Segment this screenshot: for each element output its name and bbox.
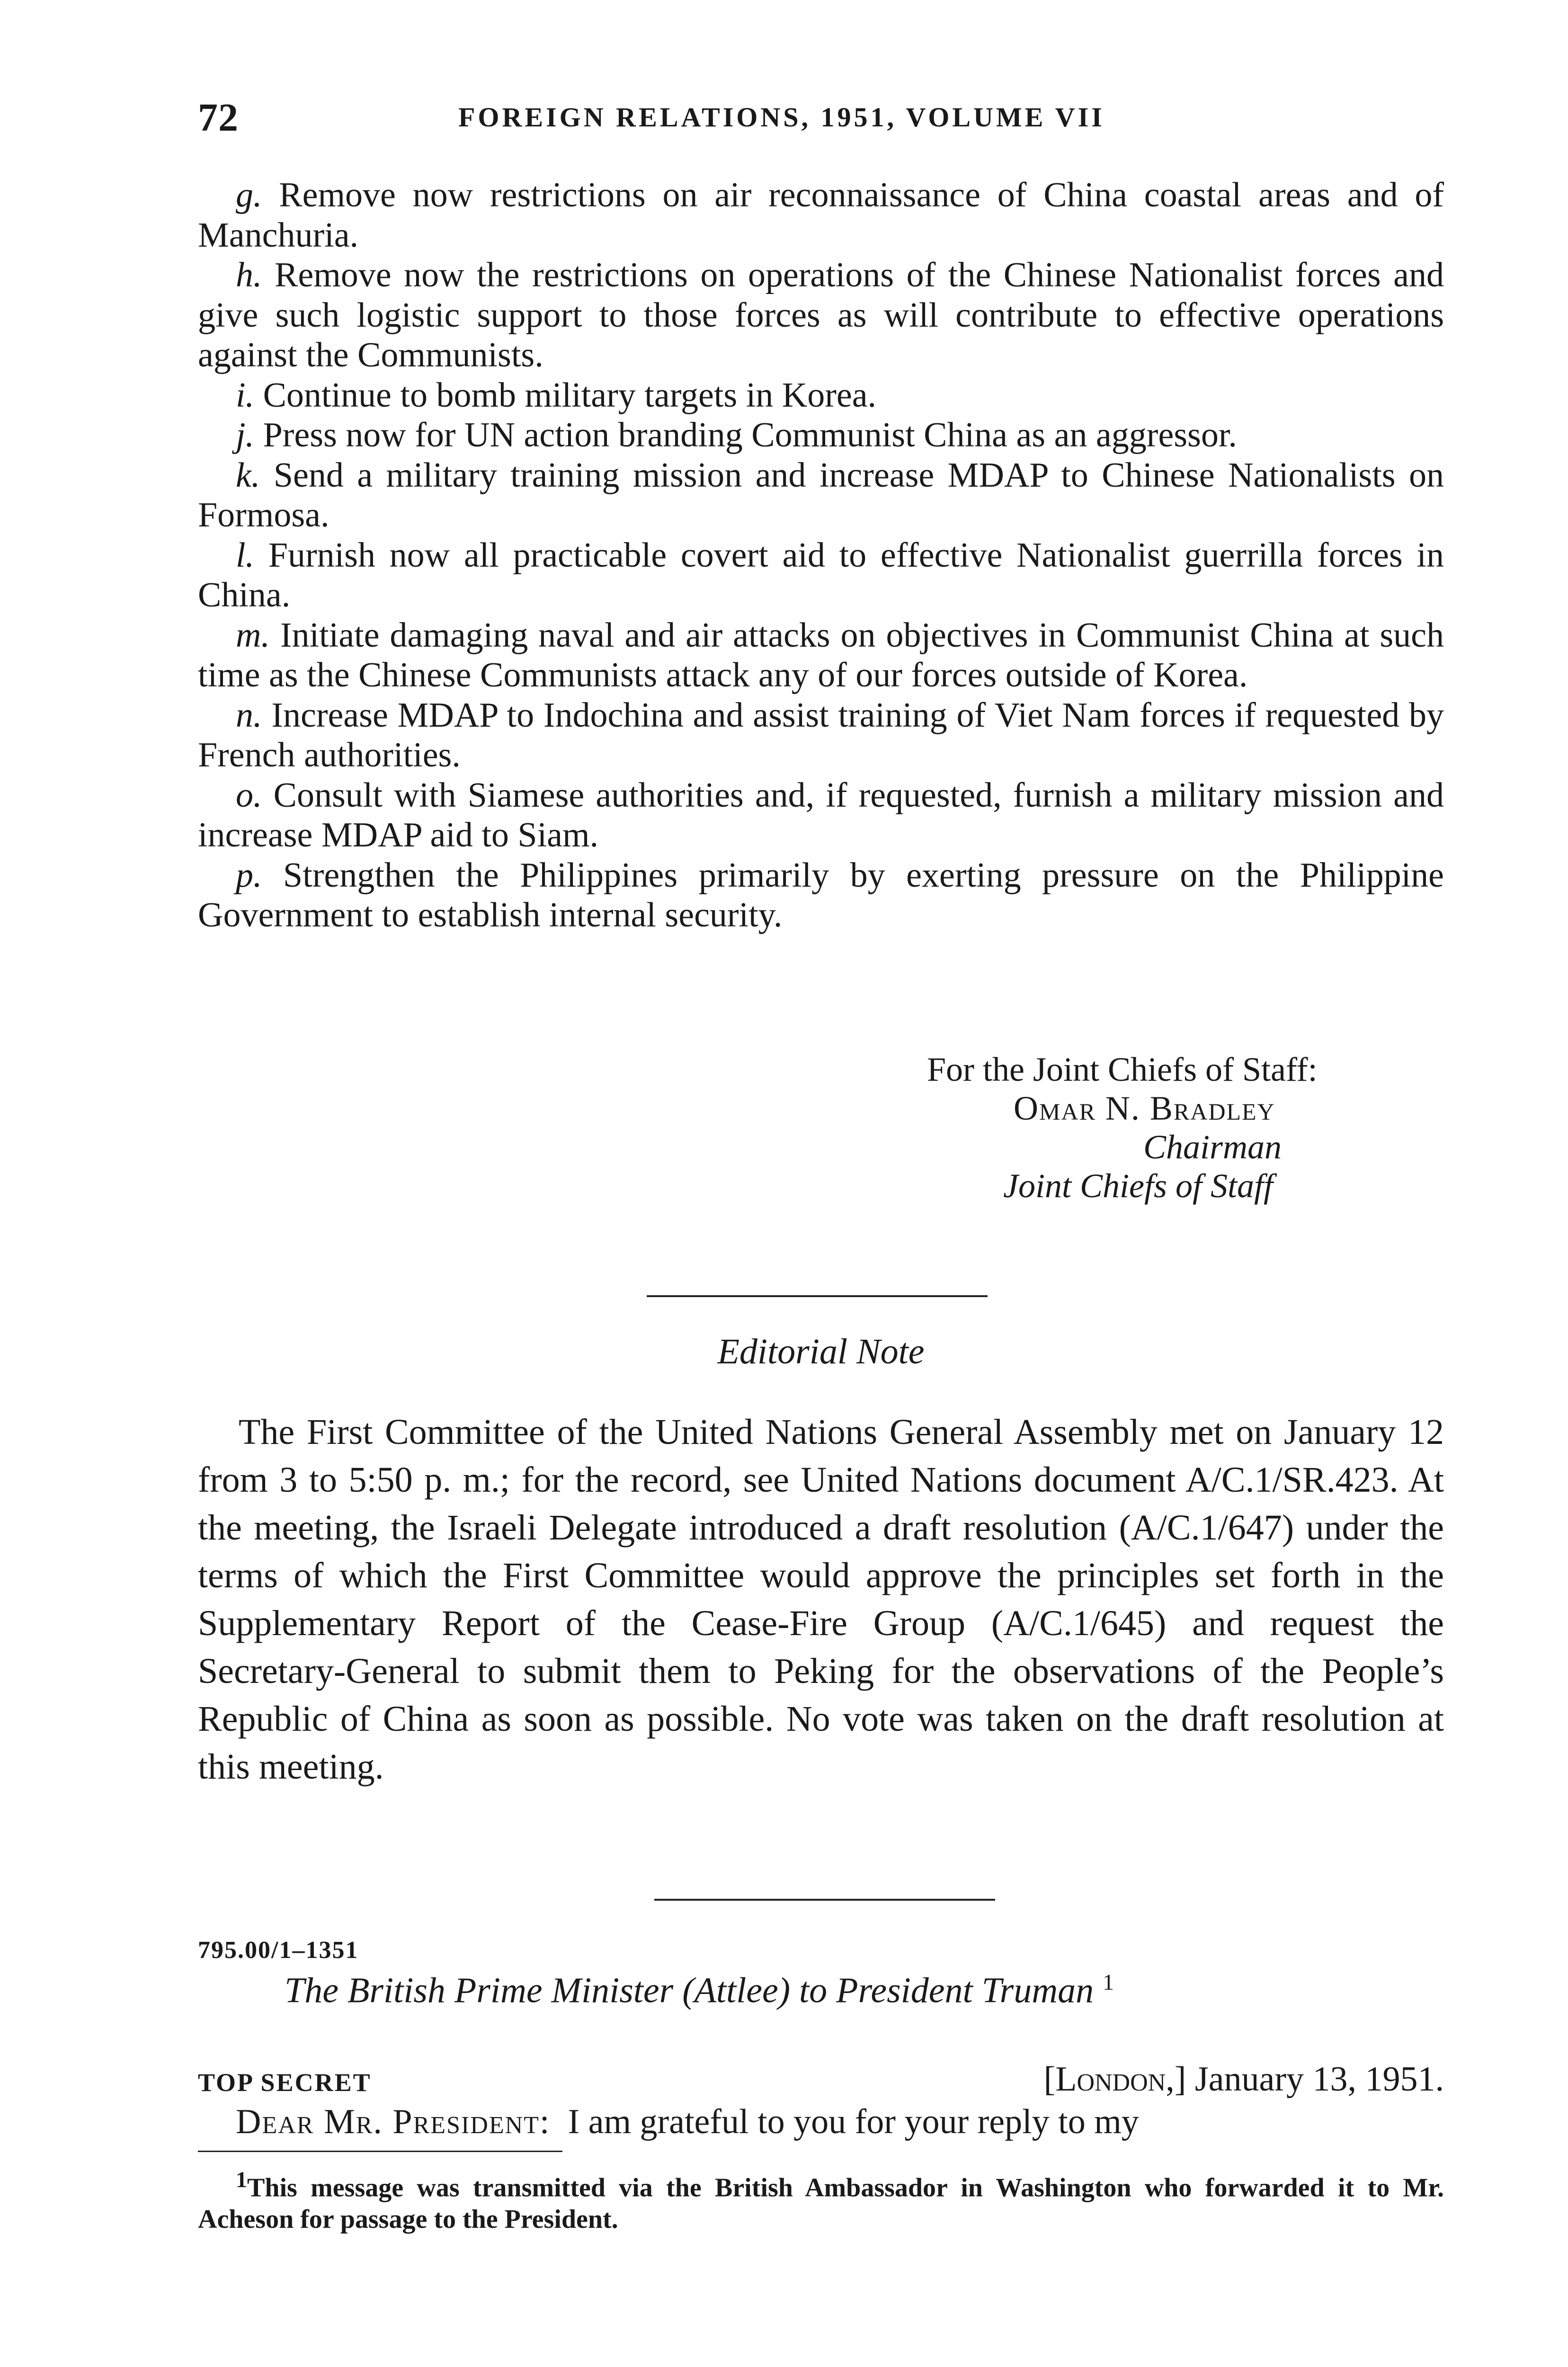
list-item: n. Increase MDAP to Indochina and assist training of Viet Nam forces if requested by French authorities. xyxy=(198,695,1444,774)
footnote-text: This message was transmitted via the British Ambassador in Washington who forwarded it to Mr. Acheson for passage to the President. xyxy=(198,2173,1444,2234)
list-item: i. Continue to bomb military targets in Korea. xyxy=(236,375,877,415)
page-header xyxy=(198,95,1444,147)
footnote-reference: 1 xyxy=(1103,1970,1114,1995)
list-item: l. Furnish now all practicable covert aid to effective Nationalist guerrilla forces in China. xyxy=(198,535,1444,614)
document-page xyxy=(198,0,1444,2367)
recommendation-list xyxy=(198,175,1444,935)
dateline-place: [London,] xyxy=(1043,2060,1186,2099)
document-title: The British Prime Minister (Attlee) to President Truman $^1$ xyxy=(285,1970,1114,2011)
list-item: p. Strengthen the Philippines primarily by exerting pressure on the Philippine Government to establish internal security. xyxy=(198,855,1444,934)
page-number: 72 xyxy=(198,96,239,140)
editorial-note-title: Editorial Note xyxy=(717,1332,925,1371)
signatory-name: Omar N. Bradley xyxy=(1014,1089,1275,1127)
list-item: o. Consult with Siamese authorities and, if requested, furnish a military mission and increase MDAP aid to Siam. xyxy=(198,775,1444,854)
letter-text: I am grateful to you for your reply to my xyxy=(568,2102,1139,2141)
file-number: 795.00/1–1351 xyxy=(198,1937,359,1964)
classification-label: TOP SECRET xyxy=(198,2068,372,2097)
list-item: g. Remove now restrictions on air reconnaissance of China coastal areas and of Manchuria. xyxy=(198,176,1444,255)
salutation: Dear Mr. President: xyxy=(236,2102,551,2141)
editorial-note-body xyxy=(198,1408,1444,1791)
letter-opening xyxy=(236,2102,1444,2142)
footnote-divider xyxy=(198,2151,562,2152)
dateline xyxy=(1044,2059,1444,2100)
footnote-mark: 1 xyxy=(236,2167,247,2192)
footnote xyxy=(198,2164,1444,2235)
signature-block xyxy=(927,1050,1444,1205)
list-item: m. Initiate damaging naval and air attacks on objectives in Communist China at such time as the Chinese Communists attack any of our forces outside of Korea. xyxy=(198,615,1444,694)
dateline-date: January 13, 1951. xyxy=(1194,2060,1444,2099)
signatory-title: Chairman xyxy=(1143,1128,1282,1166)
running-head: FOREIGN RELATIONS, 1951, VOLUME VII xyxy=(458,102,1105,133)
list-item: k. Send a military training mission and increase MDAP to Chinese Nationalists on Formosa. xyxy=(198,455,1444,534)
list-item: j. Press now for UN action branding Communist China as an aggressor. xyxy=(236,416,1237,454)
editorial-note-paragraph: The First Committee of the United Nations General Assembly met on January 12 from 3 to 5:50 p. m.; for the record, see United Nations document A/C.1/SR.423. At the meeting, the Israeli Delegate introduced a draft resolution (A/C.1/647) under the terms of which the First Committee would approve the principles set forth in the Supplementary Report of the Cease-Fire Group (A/C.1/645) and request the Secretary-General to submit them to Peking for the observations of the People’s Republic of China as soon as possible. No vote was taken on the draft resolution at this meeting. xyxy=(198,1412,1444,1787)
list-item: h. Remove now the restrictions on operations of the Chinese Nationalist forces and give such logistic support to those forces as will contribute to effective operations against the Communists. xyxy=(198,256,1444,374)
signature-on-behalf: For the Joint Chiefs of Staff: xyxy=(927,1050,1318,1088)
section-divider xyxy=(647,1295,988,1297)
section-divider xyxy=(654,1899,995,1901)
signatory-organization: Joint Chiefs of Staff xyxy=(1003,1167,1273,1205)
